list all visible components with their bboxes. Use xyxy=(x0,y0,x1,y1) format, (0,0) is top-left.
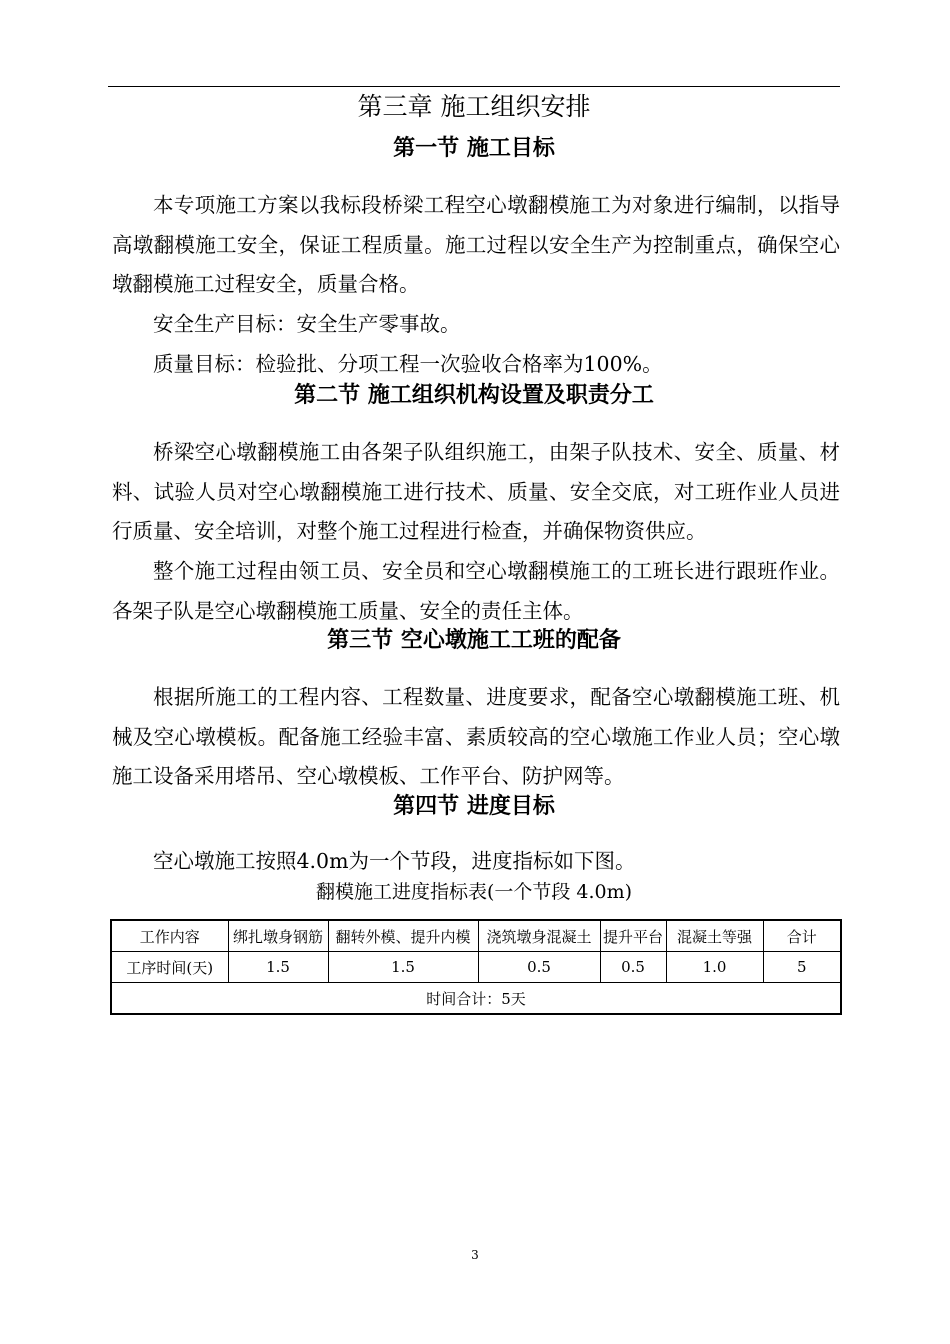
header-rule xyxy=(108,86,840,87)
table-cell: 1.5 xyxy=(328,952,478,983)
table-row xyxy=(111,952,841,983)
section-1-paragraph-3: 质量目标：检验批、分项工程一次验收合格率为100%。 xyxy=(153,352,663,376)
table-header-cell: 合计 xyxy=(763,920,841,952)
section-1-paragraph-2: 安全生产目标：安全生产零事故。 xyxy=(153,312,461,336)
table-cell: 5 xyxy=(763,952,841,983)
table-cell: 1.0 xyxy=(666,952,763,983)
table-header-cell: 绑扎墩身钢筋 xyxy=(228,920,328,952)
table-header-cell: 提升平台 xyxy=(600,920,666,952)
table-header-cell: 工作内容 xyxy=(111,920,228,952)
section-2-paragraph-1: 桥梁空心墩翻模施工由各架子队组织施工，由架子队技术、安全、质量、材料、试验人员对空心墩翻模施工进行技术、质量、安全交底，对工班作业人员进行质量、安全培训，对整个施工过程进行检查，并确保物资供应。 xyxy=(112,440,840,543)
section-2-title: 第二节 施工组织机构设置及职责分工 xyxy=(294,383,654,408)
table-caption: 翻模施工进度指标表(一个节段 4.0m) xyxy=(315,881,633,903)
progress-table xyxy=(110,919,842,1015)
table-header-cell: 翻转外模、提升内模 xyxy=(328,920,478,952)
section-3-paragraph-1: 根据所施工的工程内容、工程数量、进度要求，配备空心墩翻模施工班、机械及空心墩模板。配备施工经验丰富、素质较高的空心墩施工作业人员；空心墩施工设备采用塔吊、空心墩模板、工作平台、防护网等。 xyxy=(112,685,840,788)
section-1-paragraph-1: 本专项施工方案以我标段桥梁工程空心墩翻模施工为对象进行编制，以指导高墩翻模施工安全，保证工程质量。施工过程以安全生产为控制重点，确保空心墩翻模施工过程安全，质量合格。 xyxy=(112,193,840,296)
table-total-row xyxy=(111,983,841,1015)
table-header-cell: 浇筑墩身混凝土 xyxy=(478,920,600,952)
section-1-title: 第一节 施工目标 xyxy=(393,136,555,161)
table-cell: 工序时间(天) xyxy=(111,952,228,983)
table-cell: 0.5 xyxy=(478,952,600,983)
section-2-paragraph-2: 整个施工过程由领工员、安全员和空心墩翻模施工的工班长进行跟班作业。各架子队是空心墩翻模施工质量、安全的责任主体。 xyxy=(112,559,840,623)
section-4-paragraph-1: 空心墩施工按照4.0m为一个节段，进度指标如下图。 xyxy=(153,849,636,873)
table-header-cell: 混凝土等强 xyxy=(666,920,763,952)
section-3-title: 第三节 空心墩施工工班的配备 xyxy=(327,628,621,653)
table-cell: 0.5 xyxy=(600,952,666,983)
section-4-title: 第四节 进度目标 xyxy=(393,794,555,819)
table-total-cell: 时间合计：5天 xyxy=(111,983,841,1015)
table-cell: 1.5 xyxy=(228,952,328,983)
chapter-title: 第三章 施工组织安排 xyxy=(357,92,591,121)
page-number: 3 xyxy=(471,1248,479,1262)
table-header-row xyxy=(111,920,841,952)
